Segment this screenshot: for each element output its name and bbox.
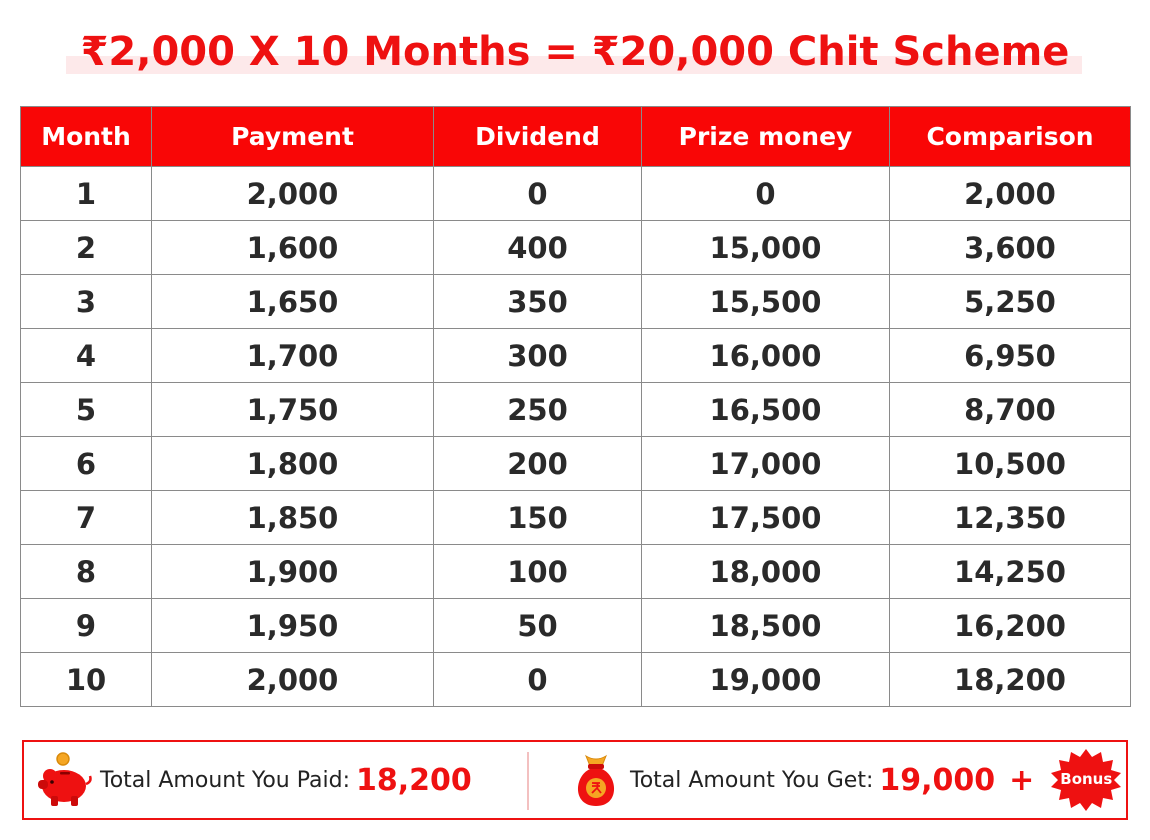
cell-prize-money: 15,000 [642,221,890,275]
cell-dividend: 100 [434,545,642,599]
cell-payment: 1,750 [152,383,434,437]
cell-month: 4 [21,329,152,383]
cell-dividend: 150 [434,491,642,545]
cell-comparison: 16,200 [890,599,1131,653]
total-paid-section [36,742,472,818]
table-header-row [21,107,1131,167]
summary-box [22,740,1128,820]
piggy-bank-icon [36,750,96,810]
cell-comparison: 6,950 [890,329,1131,383]
cell-comparison: 10,500 [890,437,1131,491]
cell-month: 2 [21,221,152,275]
cell-month: 10 [21,653,152,707]
cell-month: 6 [21,437,152,491]
cell-prize-money: 18,500 [642,599,890,653]
header-prize-money: Prize money [642,107,890,167]
cell-payment: 1,600 [152,221,434,275]
cell-month: 5 [21,383,152,437]
table-row [21,383,1131,437]
cell-comparison: 2,000 [890,167,1131,221]
cell-prize-money: 16,000 [642,329,890,383]
header-dividend: Dividend [434,107,642,167]
table-row [21,437,1131,491]
total-get-value: 19,000 [879,762,996,798]
cell-dividend: 250 [434,383,642,437]
cell-payment: 1,850 [152,491,434,545]
cell-month: 9 [21,599,152,653]
bonus-badge [1048,747,1124,813]
cell-prize-money: 16,500 [642,383,890,437]
table-row [21,599,1131,653]
plus-sign: + [1009,762,1035,798]
table-row [21,329,1131,383]
table-row [21,167,1131,221]
bonus-label: Bonus [1060,770,1113,788]
cell-payment: 1,700 [152,329,434,383]
cell-comparison: 8,700 [890,383,1131,437]
total-get-section [566,742,1124,818]
cell-prize-money: 0 [642,167,890,221]
cell-prize-money: 19,000 [642,653,890,707]
cell-comparison: 5,250 [890,275,1131,329]
cell-prize-money: 17,500 [642,491,890,545]
cell-dividend: 400 [434,221,642,275]
cell-payment: 1,950 [152,599,434,653]
cell-payment: 1,800 [152,437,434,491]
cell-comparison: 18,200 [890,653,1131,707]
cell-payment: 2,000 [152,167,434,221]
cell-month: 1 [21,167,152,221]
cell-prize-money: 17,000 [642,437,890,491]
cell-dividend: 50 [434,599,642,653]
cell-payment: 1,650 [152,275,434,329]
table-row [21,653,1131,707]
table-row [21,545,1131,599]
cell-prize-money: 18,000 [642,545,890,599]
page-title: ₹2,000 X 10 Months = ₹20,000 Chit Scheme [80,29,1070,75]
cell-dividend: 350 [434,275,642,329]
total-get-label: Total Amount You Get: [630,767,874,793]
cell-payment: 1,900 [152,545,434,599]
cell-dividend: 200 [434,437,642,491]
cell-dividend: 300 [434,329,642,383]
cell-month: 8 [21,545,152,599]
summary-divider [527,752,529,810]
table-row [21,275,1131,329]
chit-scheme-table [20,106,1131,707]
cell-prize-money: 15,500 [642,275,890,329]
cell-comparison: 3,600 [890,221,1131,275]
cell-comparison: 12,350 [890,491,1131,545]
cell-dividend: 0 [434,167,642,221]
cell-month: 7 [21,491,152,545]
header-payment: Payment [152,107,434,167]
money-bag-icon [566,750,626,810]
cell-month: 3 [21,275,152,329]
total-paid-label: Total Amount You Paid: [100,767,350,793]
header-comparison: Comparison [890,107,1131,167]
table-row [21,221,1131,275]
cell-payment: 2,000 [152,653,434,707]
cell-comparison: 14,250 [890,545,1131,599]
title-area [0,24,1150,84]
total-paid-value: 18,200 [355,762,472,798]
table-row [21,491,1131,545]
cell-dividend: 0 [434,653,642,707]
header-month: Month [21,107,152,167]
